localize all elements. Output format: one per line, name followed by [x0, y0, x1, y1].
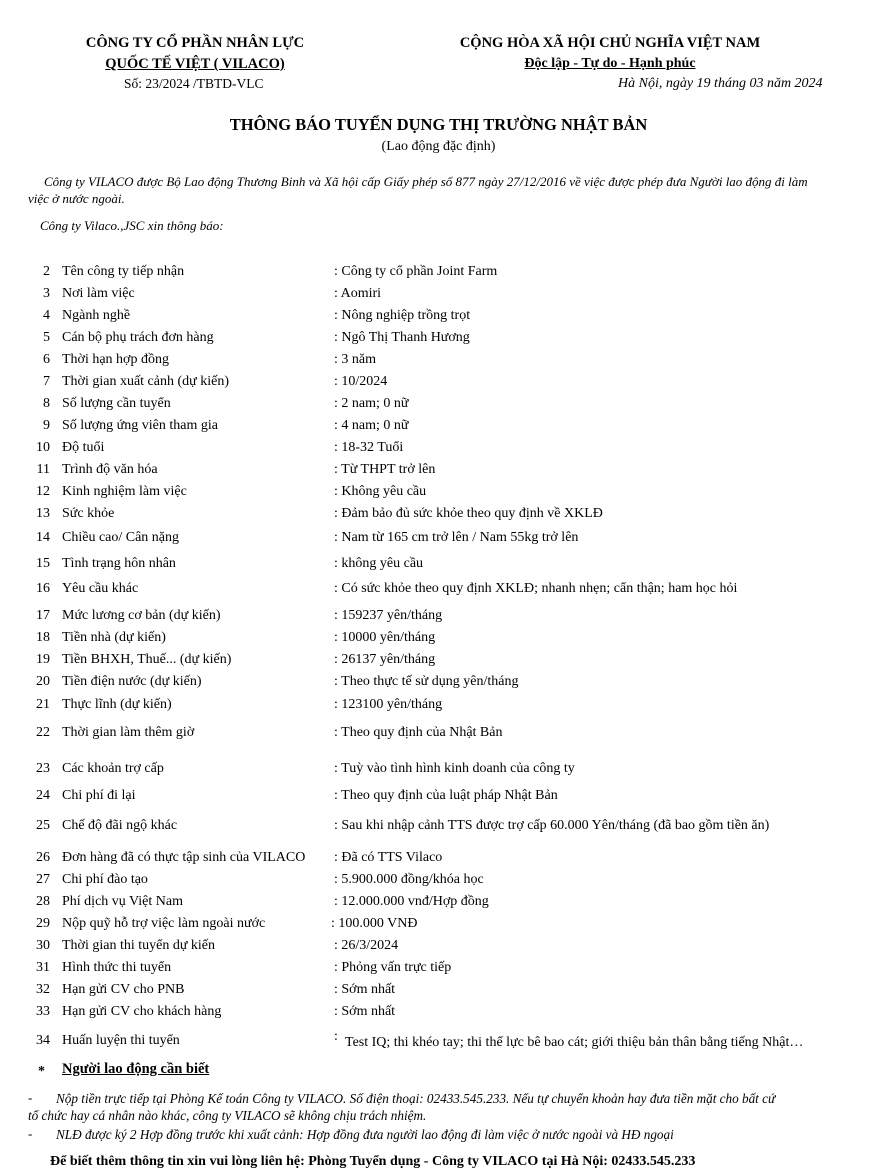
row-value: : Không yêu cầu	[334, 484, 427, 499]
row-label: Cán bộ phụ trách đơn hàng	[62, 330, 214, 345]
row-value: : 10000 yên/tháng	[334, 630, 436, 645]
row-label: Chi phí đào tạo	[62, 872, 148, 887]
intro-announce: Công ty Vilaco.,JSC xin thông báo:	[40, 218, 224, 233]
row-value: : Sau khi nhập cảnh TTS được trợ cấp 60.000 Yên/tháng (đã bao gồm tiền ăn)	[334, 818, 770, 833]
intro-license-line2: việc ở nước ngoài.	[28, 191, 125, 206]
row-label: Số lượng cần tuyển	[62, 396, 171, 411]
row-number: 29	[36, 916, 50, 931]
row-number: 10	[36, 440, 50, 455]
row-value: : 159237 yên/tháng	[334, 608, 443, 623]
row-number: 26	[36, 850, 50, 865]
row-label: Thời gian thi tuyển dự kiến	[62, 938, 216, 953]
note-payment-line1: Nộp tiền trực tiếp tại Phòng Kế toán Công ty VILACO. Số điện thoại: 02433.545.233. Nếu tự chuyển khoản hay đưa tiền mặt cho bất cứ	[56, 1091, 776, 1106]
row-number: 9	[43, 418, 50, 433]
row-label: Thời gian làm thêm giờ	[62, 725, 195, 740]
row-value: : Nông nghiệp trồng trọt	[334, 308, 471, 323]
row-number: 12	[36, 484, 50, 499]
row-label: Chi phí đi lại	[62, 788, 136, 803]
row-label: Trình độ văn hóa	[62, 462, 158, 477]
row-label: Đơn hàng đã có thực tập sinh của VILACO	[62, 850, 306, 865]
row-value: : Phỏng vấn trực tiếp	[334, 960, 452, 975]
row-label: Sức khỏe	[62, 506, 115, 521]
row-label: Mức lương cơ bản (dự kiến)	[62, 608, 221, 623]
company-name-short: QUỐC TẾ VIỆT ( VILACO)	[105, 56, 285, 72]
row-number: 6	[43, 352, 50, 367]
note-contracts: NLĐ được ký 2 Hợp đồng trước khi xuất cảnh: Hợp đồng đưa người lao động đi làm việc ở nước ngoài và HĐ ngoại	[56, 1127, 674, 1142]
row-label: Kinh nghiệm làm việc	[62, 484, 187, 499]
row-value: : Aomiri	[334, 286, 382, 301]
row-value: : Có sức khỏe theo quy định XKLĐ; nhanh nhẹn; cẩn thận; ham học hỏi	[334, 581, 738, 596]
company-name: CÔNG TY CỔ PHẦN NHÂN LỰC	[85, 35, 305, 51]
row-number: 30	[36, 938, 50, 953]
row-value: : Ngô Thị Thanh Hương	[334, 330, 470, 345]
row-value: : 26/3/2024	[334, 938, 399, 953]
row-value: : 10/2024	[334, 374, 388, 389]
row-number: 20	[36, 674, 50, 689]
row-number: 34	[36, 1033, 50, 1048]
row-number: 32	[36, 982, 50, 997]
note-dash: -	[28, 1090, 33, 1105]
row-value: : 3 năm	[334, 352, 376, 367]
row-label: Hạn gửi CV cho PNB	[62, 982, 185, 997]
row-number: 2	[43, 264, 50, 279]
row-value: : Theo quy định của Nhật Bản	[334, 725, 503, 740]
row-value: : 18-32 Tuổi	[334, 440, 404, 455]
row-value: : 2 nam; 0 nữ	[334, 396, 409, 411]
page-subtitle: (Lao động đặc định)	[381, 139, 496, 154]
row-label: Tên công ty tiếp nhận	[62, 264, 185, 279]
row-value: : không yêu cầu	[334, 556, 424, 571]
nation-motto: Độc lập - Tự do - Hạnh phúc	[524, 56, 696, 71]
row-label: Yêu cầu khác	[62, 581, 139, 596]
row-value: : 100.000 VNĐ	[331, 916, 418, 931]
row-label: Chiều cao/ Cân nặng	[62, 530, 180, 545]
row-number: 28	[36, 894, 50, 909]
row-number: 4	[43, 308, 50, 323]
row-value: : Theo thực tế sử dụng yên/tháng	[334, 674, 519, 689]
row-label: Nơi làm việc	[62, 286, 135, 301]
row-number: 13	[36, 506, 50, 521]
row-value: : 12.000.000 vnđ/Hợp đồng	[334, 894, 489, 909]
row-number: 19	[36, 652, 50, 667]
note-payment-line2: tổ chức hay cá nhân nào khác, công ty VILACO sẽ không chịu trách nhiệm.	[28, 1108, 427, 1123]
row-number: 33	[36, 1004, 50, 1019]
row-number: 16	[36, 581, 50, 596]
row-value: : Đã có TTS Vilaco	[334, 850, 443, 865]
row-number: 3	[43, 286, 50, 301]
worker-notes-heading: Người lao động cần biết	[62, 1061, 210, 1077]
row-number: 15	[36, 556, 50, 571]
row-value: : Tuỳ vào tình hình kinh doanh của công ty	[334, 761, 575, 776]
nation-title: CỘNG HÒA XÃ HỘI CHỦ NGHĨA VIỆT NAM	[459, 35, 761, 51]
row-number: 24	[36, 788, 50, 803]
row-label: Tiền nhà (dự kiến)	[62, 630, 166, 645]
row-label: Ngành nghề	[62, 308, 131, 323]
document-number: Số: 23/2024 /TBTD-VLC	[124, 76, 264, 91]
row-value: : Công ty cổ phần Joint Farm	[334, 264, 498, 279]
row-label: Thời gian xuất cảnh (dự kiến)	[62, 374, 229, 389]
row-number: 27	[36, 872, 50, 887]
row-label: Huấn luyện thi tuyển	[62, 1033, 180, 1048]
row-number: 17	[36, 608, 50, 623]
row-number: 31	[36, 960, 50, 975]
row-colon: :	[334, 1029, 338, 1044]
row-label: Chế độ đãi ngộ khác	[62, 818, 178, 833]
row-value: : Sớm nhất	[334, 982, 396, 997]
row-value: : 123100 yên/tháng	[334, 697, 443, 712]
row-value: : Theo quy định của luật pháp Nhật Bản	[334, 788, 558, 803]
row-value: : 26137 yên/tháng	[334, 652, 436, 667]
row-value: : Nam từ 165 cm trở lên / Nam 55kg trở lên	[334, 530, 579, 545]
page-title: THÔNG BÁO TUYỂN DỤNG THỊ TRƯỜNG NHẬT BẢN	[229, 115, 648, 134]
row-value: : Từ THPT trở lên	[334, 462, 436, 477]
row-number: 7	[43, 374, 50, 389]
document-date: Hà Nội, ngày 19 tháng 03 năm 2024	[618, 76, 823, 91]
row-value: : Đảm bảo đủ sức khỏe theo quy định về XKLĐ	[334, 506, 603, 521]
row-label: Tình trạng hôn nhân	[62, 556, 176, 571]
row-label: Số lượng ứng viên tham gia	[62, 418, 218, 433]
row-number: 11	[36, 462, 50, 477]
row-value: : 4 nam; 0 nữ	[334, 418, 409, 433]
row-label: Nộp quỹ hỗ trợ việc làm ngoài nước	[62, 916, 266, 931]
row-number: 18	[36, 630, 50, 645]
row-number: 21	[36, 697, 50, 712]
row-label: Thực lĩnh (dự kiến)	[62, 697, 172, 712]
row-number: 14	[36, 530, 50, 545]
row-number: 23	[36, 761, 50, 776]
row-value: : 5.900.000 đồng/khóa học	[334, 872, 484, 887]
row-label: Tiền BHXH, Thuế... (dự kiến)	[62, 652, 232, 667]
row-label: Thời hạn hợp đồng	[62, 352, 169, 367]
row-label: Độ tuổi	[62, 440, 105, 455]
note-dash: -	[28, 1126, 33, 1141]
row-number: 8	[43, 396, 50, 411]
intro-license-line1: Công ty VILACO được Bộ Lao động Thương Binh và Xã hội cấp Giấy phép số 877 ngày 27/12/2016 về việc được phép đưa Người lao động đi làm	[44, 174, 808, 189]
row-label: Tiền điện nước (dự kiến)	[62, 674, 202, 689]
row-number: 5	[43, 330, 50, 345]
contact-footer: Để biết thêm thông tin xin vui lòng liên hệ: Phòng Tuyển dụng - Công ty VILACO tại Hà Nội: 02433.545.233	[50, 1154, 696, 1169]
row-label: Phí dịch vụ Việt Nam	[62, 894, 184, 909]
bullet-marker: *	[38, 1064, 45, 1079]
row-label: Hình thức thi tuyển	[62, 960, 172, 975]
row-label: Hạn gửi CV cho khách hàng	[62, 1004, 222, 1019]
row-value: Test IQ; thi khéo tay; thi thể lực bê bao cát; giới thiệu bản thân bằng tiếng Nhật…	[345, 1035, 804, 1050]
row-value: : Sớm nhất	[334, 1004, 396, 1019]
row-number: 25	[36, 818, 50, 833]
row-label: Các khoản trợ cấp	[62, 761, 164, 776]
row-number: 22	[36, 725, 50, 740]
